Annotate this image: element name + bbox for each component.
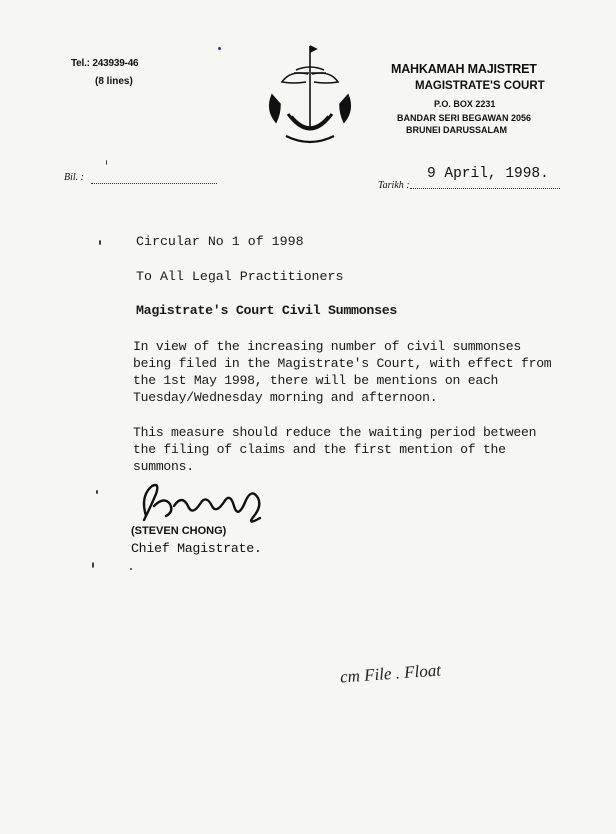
telephone-lines: (8 lines) — [95, 76, 133, 87]
handwritten-note: cm File . Float — [339, 660, 442, 687]
address-country: BRUNEI DARUSSALAM — [406, 125, 507, 135]
signer-name: (STEVEN CHONG) — [131, 525, 227, 537]
ink-speck — [92, 562, 94, 568]
po-box: P.O. BOX 2231 — [434, 99, 496, 109]
bil-dotted-line — [91, 183, 217, 184]
ink-speck — [130, 568, 132, 570]
letter-date: 9 April, 1998. — [427, 166, 549, 182]
tarikh-dotted-line — [410, 188, 560, 189]
body-paragraph-2: This measure should reduce the waiting period between the filing of claims and the first mention of the summons. — [133, 425, 537, 474]
ink-speck — [99, 240, 101, 245]
ink-speck — [218, 47, 221, 50]
tarikh-label: Tarikh : — [378, 180, 410, 191]
subject-line: Magistrate's Court Civil Summonses — [136, 303, 398, 318]
circular-number: Circular No 1 of 1998 — [136, 234, 304, 249]
ink-speck — [106, 160, 107, 165]
handwritten-signature — [130, 476, 280, 526]
brunei-crest-icon — [250, 40, 370, 160]
ink-speck — [96, 490, 98, 494]
addressee: To All Legal Practitioners — [136, 269, 344, 284]
court-name-english: MAGISTRATE'S COURT — [415, 80, 545, 92]
signer-title: Chief Magistrate. — [131, 541, 262, 556]
telephone-number: Tel.: 243939-46 — [71, 58, 139, 69]
address-town: BANDAR SERI BEGAWAN 2056 — [397, 113, 532, 123]
court-name-malay: MAHKAMAH MAJISTRET — [391, 62, 537, 76]
body-paragraph-1: In view of the increasing number of civil summonses being filed in the Magistrate's Court, with effect from the 1st May 1998, there will be mentions on each Tuesday/Wednesday morning and afternoon. — [133, 339, 552, 405]
bil-label: Bil. : — [64, 172, 84, 183]
